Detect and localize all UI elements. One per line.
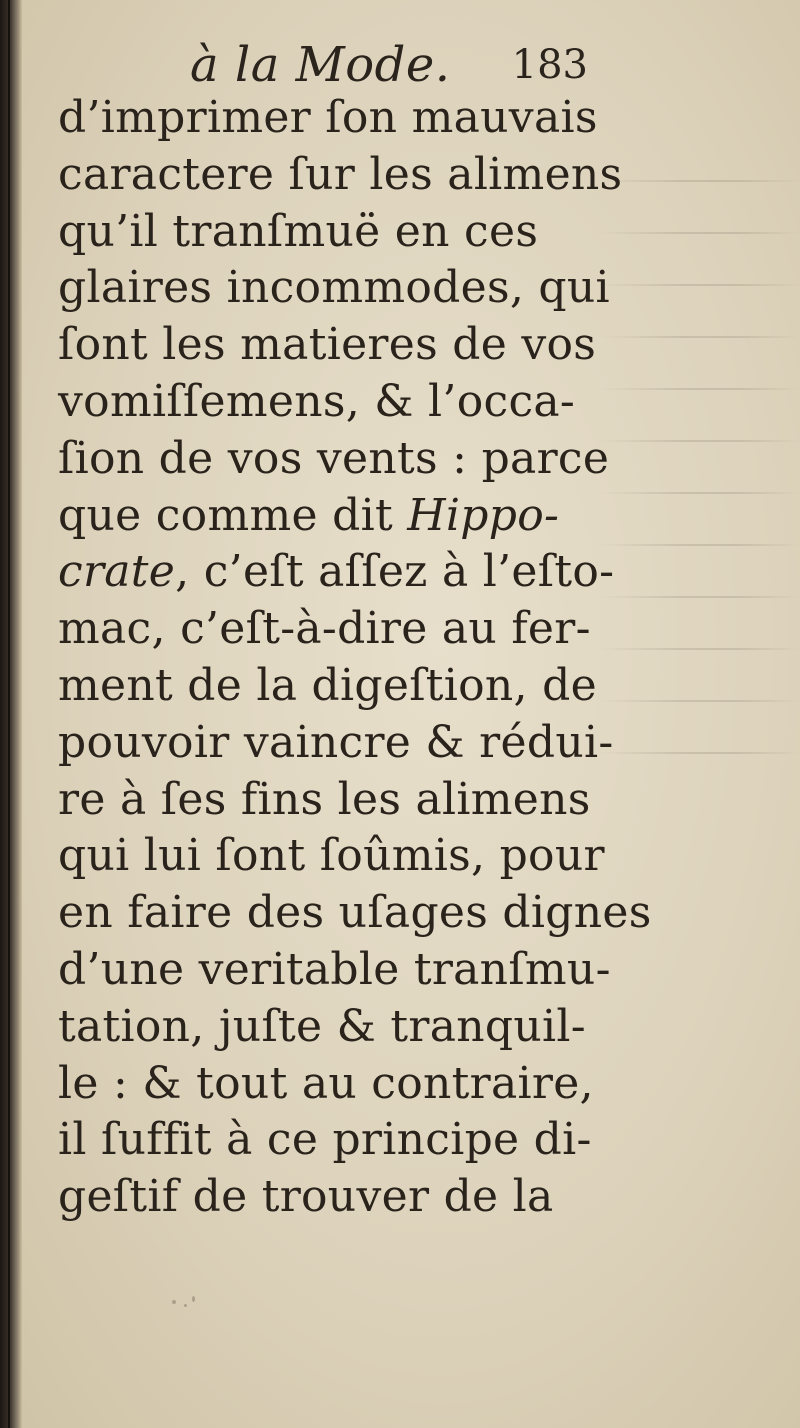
text-line: en faire des uſages dignes	[58, 887, 652, 939]
text-line: il ſuffit à ce principe di-	[58, 1114, 592, 1166]
text-line: ment de la digeſtion, de	[58, 659, 597, 711]
body-text	[58, 90, 652, 1226]
text-line: re à ſes fins les alimens	[58, 773, 591, 825]
show-through	[600, 150, 800, 770]
binding-edge	[0, 0, 22, 1428]
text-line: le : & tout au contraire,	[58, 1057, 594, 1109]
text-line: d’une veritable tranſmu-	[58, 943, 611, 995]
text-line-part: que comme dit	[58, 489, 408, 541]
italic-name: Hippo-	[407, 489, 560, 541]
text-line	[58, 488, 618, 545]
text-line: qu’il tranſmuë en ces	[58, 205, 539, 257]
italic-name: crate	[58, 546, 176, 598]
text-line: caractere ſur les alimens	[58, 148, 623, 200]
text-line	[58, 544, 618, 601]
text-line: geſtif de trouver de la	[58, 1171, 554, 1223]
text-line: d’imprimer ſon mauvais	[58, 92, 598, 143]
running-title: à la Mode.	[190, 37, 451, 93]
speck	[184, 1304, 187, 1307]
text-line: ſont les matieres de vos	[58, 319, 597, 371]
text-line: ſion de vos vents : parce	[58, 432, 610, 484]
text-line: vomiſſemens, & l’occa-	[58, 375, 576, 427]
speck	[192, 1296, 195, 1302]
text-line: tation, juſte & tranquil-	[58, 1000, 586, 1052]
page-number: 183	[511, 42, 588, 88]
text-line: qui lui ſont ſoûmis, pour	[58, 830, 605, 882]
binding-line	[8, 0, 10, 1428]
paper-specks	[170, 1290, 210, 1330]
text-line: glaires incommodes, qui	[58, 262, 610, 314]
text-line: pouvoir vaincre & rédui-	[58, 716, 614, 768]
text-line-part: , c’eſt aſſez à l’eſto-	[175, 546, 615, 598]
text-line: mac, c’eſt-à-dire au fer-	[58, 603, 591, 655]
speck	[172, 1300, 176, 1304]
